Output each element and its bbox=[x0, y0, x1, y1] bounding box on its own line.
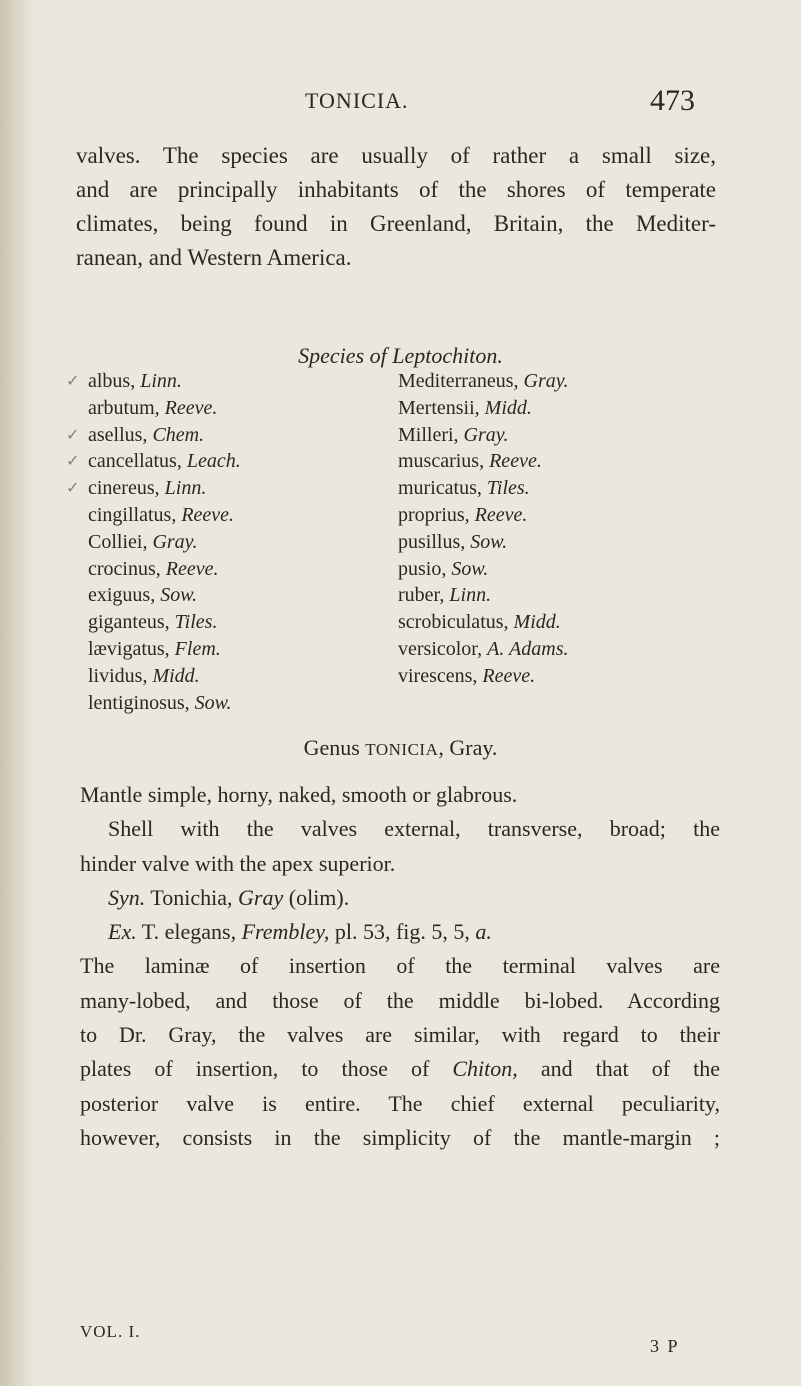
species-name: cingillatus, bbox=[88, 503, 182, 526]
signature-mark: 3 P bbox=[650, 1336, 680, 1356]
species-name: Mertensii, bbox=[398, 396, 485, 419]
check-mark-icon: ✓ bbox=[66, 451, 80, 471]
species-name: arbutum, bbox=[88, 396, 165, 419]
example-author: Frembley, bbox=[241, 919, 330, 945]
species-author: Sow. bbox=[470, 530, 508, 553]
volume-label: VOL. I. bbox=[80, 1322, 141, 1341]
species-name: muscarius, bbox=[398, 450, 490, 473]
species-name: virescens, bbox=[398, 664, 483, 687]
species-item bbox=[88, 636, 241, 663]
intro-line: valves. The species are usually of rather a small size, bbox=[76, 143, 716, 168]
species-author: Reeve. bbox=[474, 503, 528, 526]
species-name: pusio, bbox=[398, 557, 452, 580]
body-text: plates of insertion, to those of bbox=[80, 1056, 453, 1082]
genus-reference: Chiton, bbox=[452, 1056, 518, 1082]
description-line bbox=[80, 1018, 720, 1052]
synonym-tail: (olim). bbox=[283, 884, 350, 910]
genus-name: TONICIA bbox=[365, 740, 439, 759]
species-author: Linn. bbox=[164, 477, 207, 500]
intro-line: and are principally inhabitants of the shores of temperate bbox=[76, 177, 716, 202]
species-name: ruber, bbox=[398, 584, 450, 607]
description-line bbox=[80, 949, 720, 983]
synonym-author: Gray bbox=[238, 884, 284, 910]
body-text: posterior valve is entire. The chief external peculiarity, bbox=[80, 1090, 720, 1116]
species-name: lentiginosus, bbox=[88, 691, 195, 714]
species-name: exiguus, bbox=[88, 584, 161, 607]
species-author: Reeve. bbox=[181, 503, 235, 526]
species-author: Midd. bbox=[152, 664, 200, 687]
body-text: however, consists in the simplicity of the mantle-margin ; bbox=[80, 1124, 720, 1150]
description-line bbox=[80, 1087, 720, 1121]
description-line bbox=[80, 847, 720, 881]
species-author: Sow. bbox=[451, 557, 489, 580]
synonym-line bbox=[80, 881, 720, 915]
genus-prefix: Genus bbox=[303, 735, 366, 760]
page-footer bbox=[80, 1322, 720, 1372]
species-author: Gray. bbox=[523, 370, 569, 392]
species-name: cancellatus, bbox=[88, 450, 187, 473]
check-mark-icon: ✓ bbox=[66, 478, 80, 498]
species-name: albus, bbox=[88, 370, 141, 392]
species-item bbox=[88, 609, 241, 636]
species-name: crocinus, bbox=[88, 557, 166, 580]
species-item bbox=[398, 663, 569, 690]
species-author: Tiles. bbox=[486, 477, 530, 500]
species-author: Reeve. bbox=[482, 664, 536, 687]
running-head bbox=[0, 84, 801, 124]
species-author: Midd. bbox=[484, 396, 532, 419]
example-tail: pl. 53, fig. 5, 5, bbox=[329, 919, 476, 945]
species-name: versicolor, bbox=[398, 637, 488, 660]
example-figure-letter: a. bbox=[475, 919, 492, 945]
species-author: Gray. bbox=[463, 423, 509, 446]
species-author: A. Adams. bbox=[487, 637, 569, 660]
species-name: muricatus, bbox=[398, 477, 487, 500]
species-author: Flem. bbox=[174, 637, 221, 660]
species-item bbox=[398, 395, 569, 422]
species-name: lividus, bbox=[88, 664, 153, 687]
species-item bbox=[398, 636, 569, 663]
species-item bbox=[66, 448, 241, 475]
species-item bbox=[88, 395, 241, 422]
species-name: Mediterraneus, bbox=[398, 370, 524, 392]
species-item bbox=[398, 556, 569, 583]
intro-line: climates, being found in Greenland, Britain, the Mediter- bbox=[76, 211, 716, 236]
genus-suffix: , Gray. bbox=[438, 735, 498, 760]
species-author: Midd. bbox=[513, 611, 561, 634]
species-author: Linn. bbox=[140, 370, 182, 392]
species-item bbox=[398, 582, 569, 609]
species-author: Linn. bbox=[449, 584, 492, 607]
species-author: Chem. bbox=[152, 423, 205, 446]
species-list-right bbox=[398, 368, 569, 690]
species-name: proprius, bbox=[398, 503, 475, 526]
species-item bbox=[66, 422, 241, 449]
species-item bbox=[66, 475, 241, 502]
shell-text: hinder valve with the apex superior. bbox=[80, 850, 396, 876]
species-item bbox=[66, 368, 241, 395]
species-author: Leach. bbox=[186, 450, 241, 473]
species-item bbox=[398, 368, 569, 395]
running-head-title: TONICIA. bbox=[305, 88, 409, 113]
genus-heading bbox=[0, 735, 801, 761]
species-author: Tiles. bbox=[174, 611, 218, 634]
description-line bbox=[80, 1121, 720, 1155]
description-line bbox=[80, 778, 720, 812]
body-text: The laminæ of insertion of the terminal valves are bbox=[80, 953, 720, 979]
example-label: Ex. bbox=[108, 919, 137, 945]
page-gutter-shadow bbox=[0, 0, 34, 1386]
species-item bbox=[398, 502, 569, 529]
species-heading: Species of Leptochiton. bbox=[298, 343, 503, 368]
example-text: T. elegans, bbox=[136, 919, 242, 945]
page-number: 473 bbox=[650, 84, 695, 117]
species-item bbox=[398, 609, 569, 636]
species-list-left bbox=[66, 368, 241, 716]
body-text: to Dr. Gray, the valves are similar, with regard to their bbox=[80, 1022, 720, 1048]
species-item bbox=[88, 502, 241, 529]
species-item bbox=[398, 422, 569, 449]
species-name: giganteus, bbox=[88, 611, 175, 634]
species-item bbox=[88, 582, 241, 609]
synonym-label: Syn. bbox=[108, 884, 146, 910]
mantle-text: Mantle simple, horny, naked, smooth or glabrous. bbox=[80, 782, 518, 807]
species-item bbox=[88, 529, 241, 556]
description-line bbox=[80, 1052, 720, 1086]
synonym-text: Tonichia, bbox=[145, 884, 239, 910]
genus-description bbox=[80, 778, 720, 1155]
species-author: Reeve. bbox=[489, 450, 542, 473]
species-item bbox=[398, 475, 569, 502]
species-author: Reeve. bbox=[165, 557, 219, 580]
species-name: scrobiculatus, bbox=[398, 611, 514, 634]
species-item bbox=[398, 448, 569, 475]
species-name: cinereus, bbox=[88, 477, 165, 500]
species-name: asellus, bbox=[88, 423, 153, 446]
species-name: pusillus, bbox=[398, 530, 471, 553]
species-item bbox=[398, 529, 569, 556]
body-text: many-lobed, and those of the middle bi-lobed. According bbox=[80, 987, 720, 1013]
species-item bbox=[88, 663, 241, 690]
species-author: Sow. bbox=[160, 584, 198, 607]
description-line bbox=[80, 984, 720, 1018]
shell-text: Shell with the valves external, transverse, broad; the bbox=[108, 816, 720, 842]
species-item bbox=[88, 556, 241, 583]
species-name: Colliei, bbox=[88, 530, 153, 553]
species-author: Sow. bbox=[194, 691, 232, 714]
intro-line: ranean, and Western America. bbox=[76, 245, 352, 270]
check-mark-icon: ✓ bbox=[66, 424, 80, 444]
description-line bbox=[80, 812, 720, 846]
species-author: Reeve. bbox=[164, 396, 218, 419]
example-line bbox=[80, 915, 720, 949]
species-name: Milleri, bbox=[398, 423, 464, 446]
species-item bbox=[88, 690, 241, 717]
body-text: and that of the bbox=[517, 1056, 720, 1082]
species-author: Gray. bbox=[152, 530, 198, 553]
intro-paragraph bbox=[76, 139, 716, 275]
check-mark-icon: ✓ bbox=[66, 371, 80, 390]
species-name: lævigatus, bbox=[88, 637, 175, 660]
